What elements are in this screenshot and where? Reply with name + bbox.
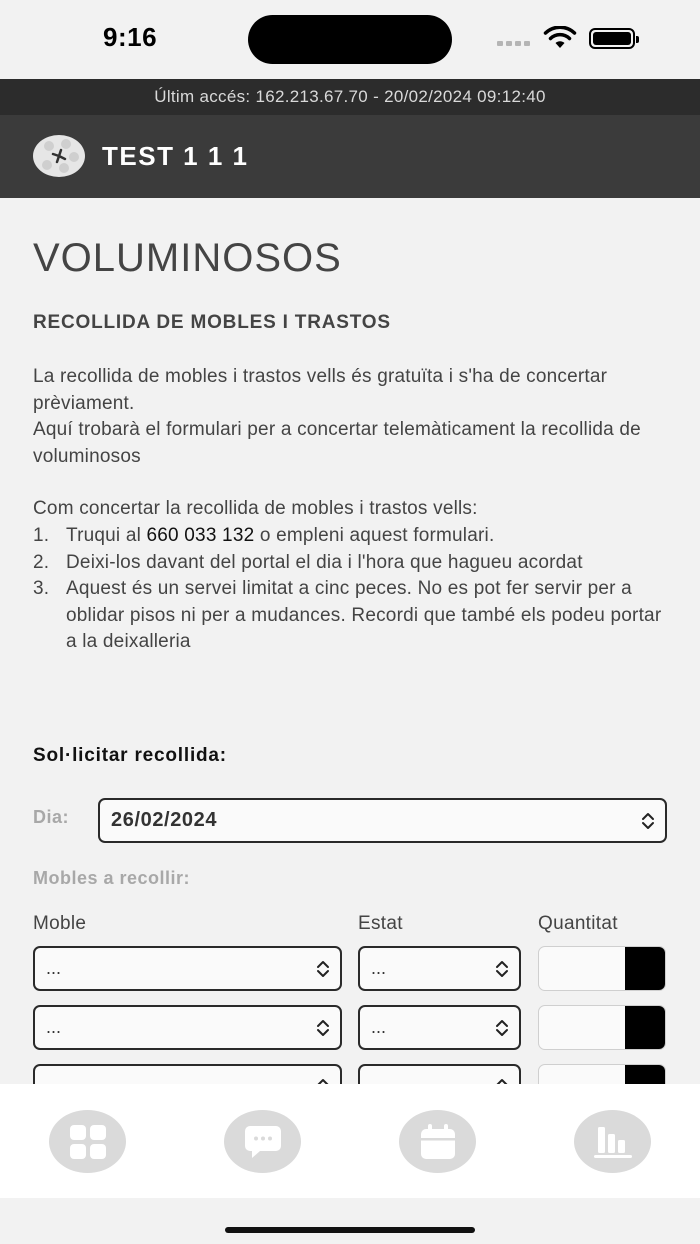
list-item: 2. Deixi-los davant del portal el dia i l'hora que hagueu acordat — [33, 551, 583, 573]
dynamic-island — [248, 15, 452, 64]
tab-home[interactable] — [49, 1110, 126, 1173]
quantity-stepper[interactable] — [625, 947, 665, 990]
page-subtitle: RECOLLIDA DE MOBLES I TRASTOS — [33, 312, 391, 333]
chevron-updown-icon — [316, 1019, 330, 1037]
how-to-text: Com concertar la recollida de mobles i trastos vells: — [33, 498, 478, 519]
page-title: VOLUMINOSOS — [33, 236, 342, 280]
home-indicator-area — [0, 1198, 700, 1244]
quantity-input[interactable] — [538, 946, 666, 991]
state-select[interactable]: ... — [358, 946, 521, 991]
calendar-icon — [419, 1124, 457, 1160]
status-bar — [0, 0, 700, 79]
status-time: 9:16 — [103, 22, 158, 52]
column-header-state: Estat — [358, 913, 403, 934]
tab-messages[interactable] — [224, 1110, 301, 1173]
intro-line-2: Aquí trobarà el formulari per a concertar telemàticament la recollida de voluminosos — [33, 419, 641, 467]
grid-icon — [68, 1125, 108, 1159]
battery-icon — [589, 28, 635, 49]
tab-calendar[interactable] — [399, 1110, 476, 1173]
quantity-input[interactable] — [538, 1005, 666, 1050]
day-select[interactable] — [98, 798, 667, 843]
state-select[interactable]: ... — [358, 1005, 521, 1050]
wifi-icon — [543, 26, 577, 50]
app-logo-icon[interactable] — [33, 135, 85, 177]
item-select[interactable]: ... — [33, 946, 342, 991]
day-label: Dia: — [33, 807, 70, 827]
day-value: 26/02/2024 — [111, 809, 218, 831]
list-item: 1. Truqui al 660 033 132 o empleni aquest formulari. — [33, 525, 495, 546]
intro-line-1: La recollida de mobles i trastos vells és gratuïta i s'ha de concertar prèviament. — [33, 366, 608, 414]
form-title: Sol·licitar recollida: — [33, 745, 227, 766]
quantity-stepper[interactable] — [625, 1006, 665, 1049]
chart-icon — [593, 1125, 633, 1159]
bottom-tab-bar — [0, 1084, 700, 1198]
chevron-updown-icon — [316, 960, 330, 978]
tab-stats[interactable] — [574, 1110, 651, 1173]
phone-link[interactable]: 660 033 132 — [146, 525, 255, 546]
column-header-qty: Quantitat — [538, 913, 618, 934]
column-header-item: Moble — [33, 913, 87, 934]
steps-list — [33, 523, 667, 656]
app-header — [0, 115, 700, 198]
chevron-updown-icon — [495, 960, 509, 978]
cellular-signal-icon — [497, 41, 530, 46]
list-item: 3. Aquest és un servei limitat a cinc peces. No es pot fer servir per a oblidar pisos ni per a mudances. Recordi que també els podeu portar a la deixalleria — [33, 578, 662, 652]
intro-text — [33, 364, 667, 470]
chevron-updown-icon — [495, 1019, 509, 1037]
chat-icon — [244, 1124, 282, 1160]
chevron-updown-icon — [641, 812, 655, 830]
app-title: TEST 1 1 1 — [102, 141, 249, 171]
last-access-bar: Últim accés: 162.213.67.70 - 20/02/2024 09:12:40 — [0, 79, 700, 115]
items-label: Mobles a recollir: — [33, 868, 191, 888]
home-indicator[interactable] — [225, 1227, 475, 1233]
item-select[interactable]: ... — [33, 1005, 342, 1050]
